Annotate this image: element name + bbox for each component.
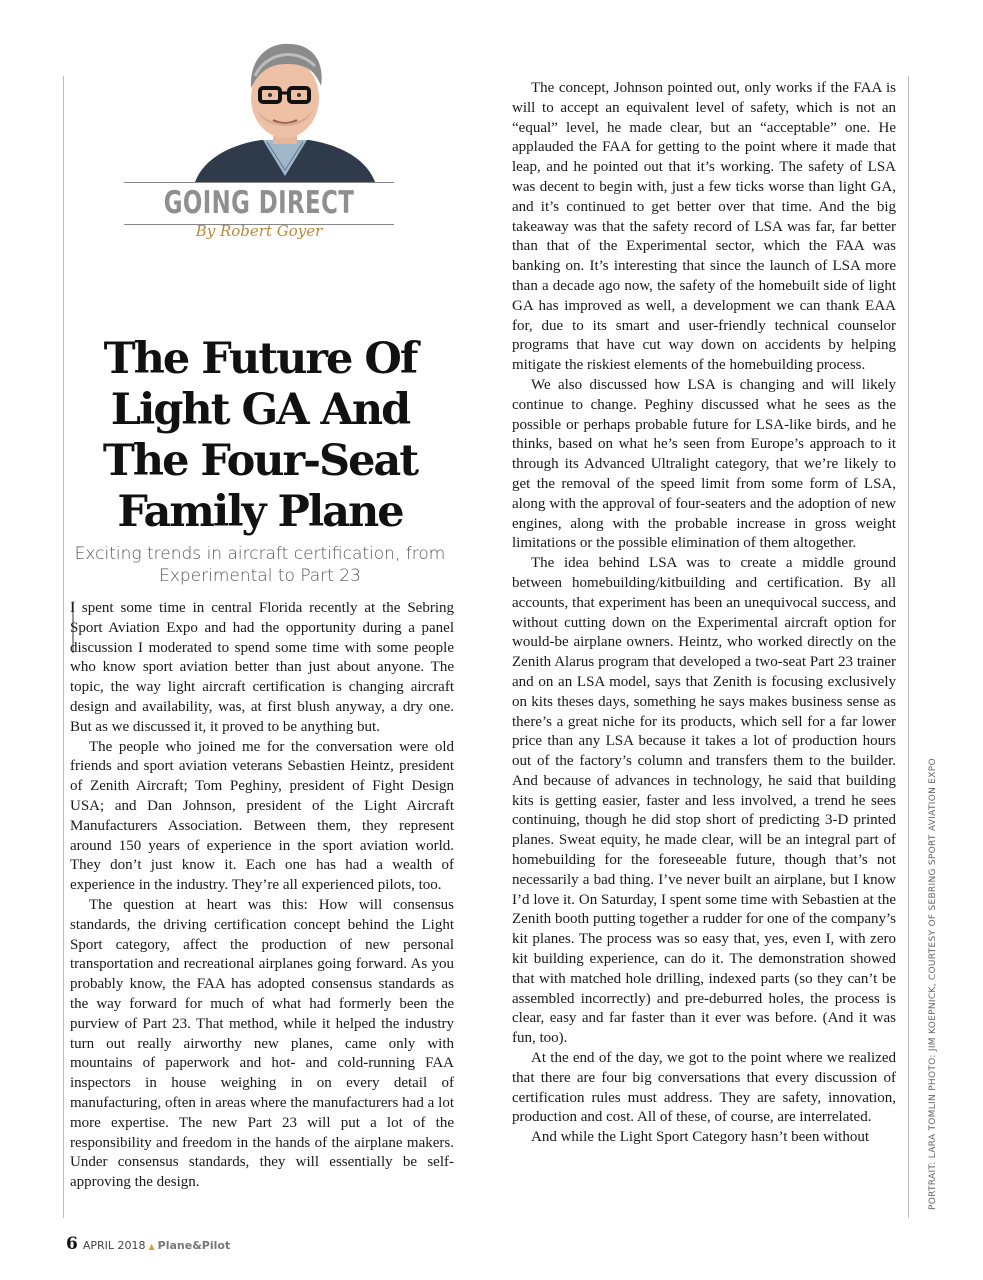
column-header: [124, 182, 394, 225]
article-paragraph: I spent some time in central Florida recently at the Sebring Sport Aviation Expo and had the opportunity during a panel discussion I moderated to spend some time with some people who know sport aviation better than just about anyone. The topic, the way light aircraft certification is changing aircraft design and availability, was, at first blush anyway, a dry one. But as we discussed it, it proved to be anything but.: [70, 600, 454, 735]
article-headline: The Future Of Light GA And The Four-Seat Family Plane: [102, 334, 418, 537]
article-dek: Exciting trends in aircraft certification, from Experimental to Part 23: [74, 544, 446, 586]
column-name: GOING DIRECT: [163, 185, 355, 221]
right-column-rule: [908, 76, 909, 1218]
byline: By Robert Goyer: [195, 222, 323, 240]
right-column: [512, 79, 896, 1148]
article-paragraph: The concept, Johnson pointed out, only works if the FAA is will to accept an equivalent level of safety, which is not an “equal” level, he made clear, but an “acceptable” one. He applauded the FAA for getting to the point where it made that leap, and he pointed out that it’s working. The safety of LSA was decent to begin with, just a few ticks worse than light GA, and it’s continued to get better over that time. And the big takeaway was that the safety record of LSA was far, far better than that of the Experimental sector, which the FAA was banking on. It’s interesting that since the launch of LSA more than a decade ago now, the safety of the homebuilt side of light GA has improved as well, a development we can thank EAA for, due to its smart and user-friendly technical counselor programs that have cut way down on accidents by helping mitigate the riskiest elements of the homebuilding process.: [512, 80, 896, 374]
article-paragraph: The question at heart was this: How will consensus standards, the driving certification concept behind the Light Sport category, affect the production of new personal transportation and recreational airplanes going forward. As you probably know, the FAA has adopted consensus standards as the way forward for much of what had formerly been the purview of Part 23. That method, while it helped the industry turn out really airworthy new planes, came only with mountains of paperwork and hot- and cold-running FAA inspectors in house weighing in on every detail of manufacturing, often in areas where the manufacturers had a lot more expertise. The new Part 23 will put a lot of the responsibility and freedom in the hands of the airplane makers. Under consensus standards, they will essentially be self-approving the design.: [70, 896, 454, 1191]
triangle-icon: ▲: [148, 1242, 155, 1251]
left-column: [70, 599, 454, 1193]
article-paragraph: The idea behind LSA was to create a middle ground between homebuilding/kitbuilding and certification. By all accounts, that experiment has been an unequivocal success, and without cutting down on the Experimental aircraft option for would-be airplane owners. Heintz, who worked directly on the Zenith Alarus program that developed a two-seat Part 23 trainer and on an LSA model, says that Zenith is focusing exclusively on kits theses days, something he says makes business sense as there’s a great niche for its products, which sell for a far lower price than any LSA because it takes a lot of production hours out of the factory’s column and transfers them to the builder. And because of advances in technology, he said that building kits is getting easier, faster and less involved, a trend he sees continuing, though he did stop short of predicting 3-D printed planes. Sweat equity, he made clear, will be an integral part of homebuilding for the foreseeable future, though that’s not necessarily a bad thing. I’ve never built an airplane, but I know I’d love it. On Saturday, I spent some time with Sebastien at the Zenith booth putting together a rudder for one of the company’s kit planes. The process was so easy that, yes, even I, with zero kit building experience, can do it. The demonstration showed that with matched hole drilling, indexed parts (so they can’t be assembled incorrectly) and pre-deburred holes, the process is clear, easy and far faster than it ever was before. (And it was fun, too).: [512, 555, 896, 1047]
author-portrait-illustration: [175, 36, 395, 182]
left-column-rule: [63, 76, 64, 1218]
article-paragraph: And while the Light Sport Category hasn’t been without: [531, 1129, 870, 1146]
article-paragraph: We also discussed how LSA is changing and will likely continue to change. Peghiny discussed what he sees as the possible or perhaps probable future for LSA-like birds, and he thinks, based on what he’s seen from Europe’s approach to it through its Advanced Ultralight category, that we’re likely to get the removal of the speed limit from some form of LSA, along with the approval of four-seaters and the adoption of new engines, along with the probable increase in gross weight limitations or the possible elimination of them altogether.: [512, 376, 896, 552]
page-footer: [66, 1234, 230, 1254]
page-number: 6: [66, 1234, 78, 1254]
column-header-top-rule: [124, 182, 394, 183]
article-paragraph: The people who joined me for the conversation were old friends and sport aviation veterans Sebastien Heintz, president of Zenith Aircraft; Tom Peghiny, president of Fight Design USA; and Dan Johnson, president of the Light Aircraft Manufacturers Association. Between them, they represent around 150 years of experience in the sport aviation world. They don’t just know it. Each one has had a wealth of experience in the industry. They’re all experienced pilots, too.: [70, 738, 454, 894]
article-paragraph: At the end of the day, we got to the point where we realized that there are four big conversations that every discussion of certification rules must address. They are safety, innovation, production and cost. All of these, of course, are interrelated.: [512, 1050, 896, 1126]
issue-date: APRIL 2018: [82, 1239, 146, 1252]
author-portrait-svg: [175, 36, 395, 182]
photo-credit: PORTRAIT: LARA TOMLIN PHOTO: JIM KOEPNICK, COURTESY OF SEBRING SPORT AVIATION EXPO: [928, 758, 938, 1210]
magazine-name: Plane&Pilot: [157, 1239, 231, 1252]
